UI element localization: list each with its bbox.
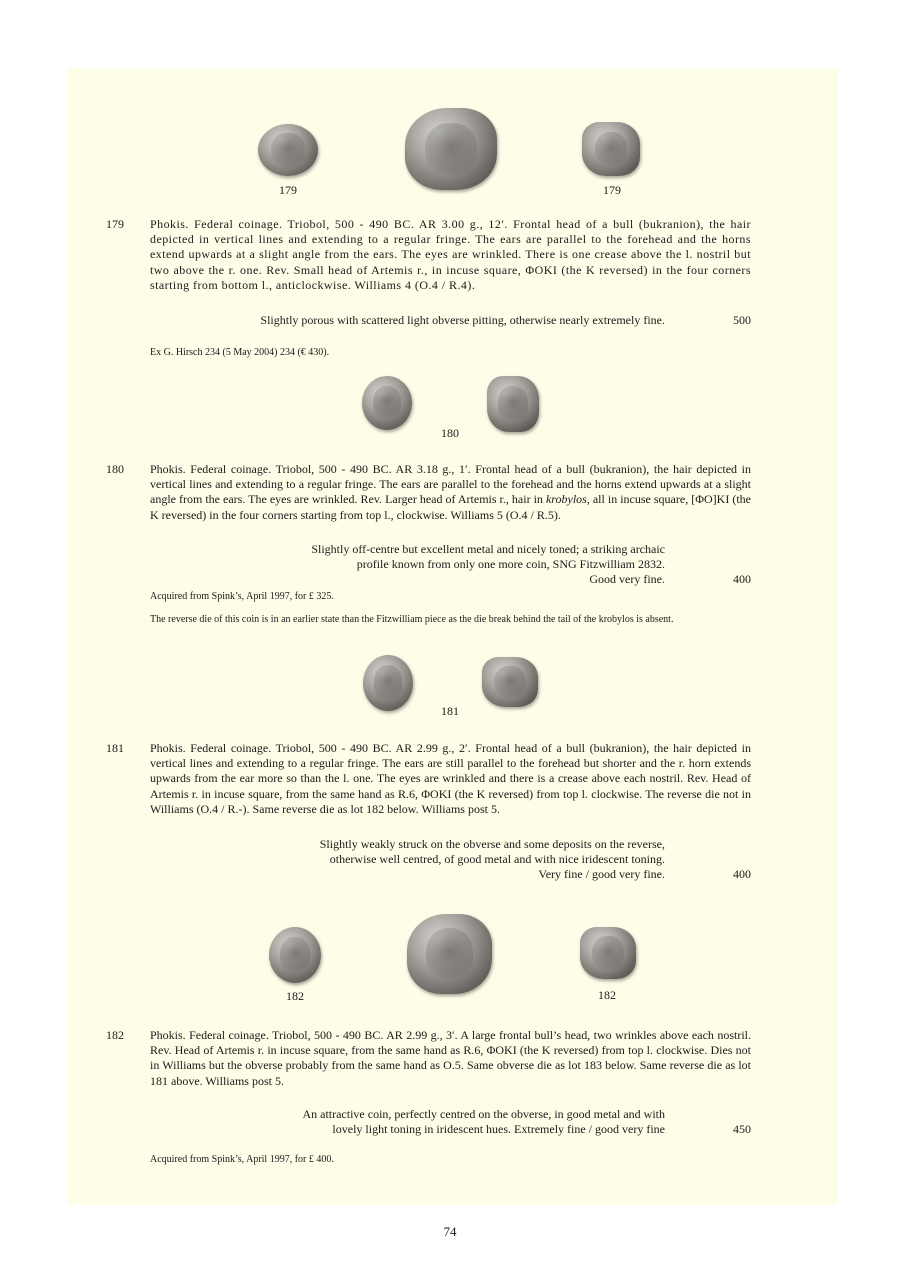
lot-180-condition — [165, 542, 665, 588]
lot-180-condition-line-3: Good very fine. — [589, 572, 665, 587]
coin-181-label: 181 — [441, 704, 459, 718]
coin-182-obverse-label: 182 — [286, 989, 304, 1003]
lot-182-condition-line-2: lovely light toning in iridescent hues. Extremely fine / good very fine — [332, 1122, 665, 1137]
coin-180-obverse-image — [362, 376, 412, 430]
page-number: 74 — [443, 1224, 457, 1239]
lot-179-estimate: 500 — [733, 313, 751, 327]
coin-179-reverse-image — [582, 122, 640, 176]
lot-181-condition — [165, 837, 665, 883]
lot-181-condition-line-2: otherwise well centred, of good metal and with nice iridescent toning. — [329, 852, 665, 867]
lot-181-estimate: 400 — [733, 867, 751, 881]
coin-182-reverse-label: 182 — [598, 988, 616, 1002]
lot-179-description: Phokis. Federal coinage. Triobol, 500 - 490 BC. AR 3.00 g., 12′. Frontal head of a bull (bukranion), the hair depicted in vertical lines and extending to a regular fringe. The ears are parallel to the forehead and the horns extend upwards at a slight angle from the ears. The eyes are wrinkled. There is one crease above the l. nostril but two above the r. one. Rev. Small head of Artemis r., in incuse square, ΦOKI (the K reversed) in the four corners starting from bottom l., anticlockwise. Williams 4 (O.4 / R.4). — [150, 217, 751, 292]
lot-180-description-italic: krobylos — [545, 492, 587, 507]
coin-182-obverse-image — [269, 927, 321, 983]
coin-181-obverse-image — [363, 655, 413, 711]
lot-182-number: 182 — [106, 1028, 124, 1042]
coin-179-reverse-label: 179 — [603, 183, 621, 197]
lot-181-number: 181 — [106, 741, 124, 755]
lot-179-condition-line: Slightly porous with scattered light obverse pitting, otherwise nearly extremely fine. — [260, 313, 665, 327]
lot-182-description: Phokis. Federal coinage. Triobol, 500 - 490 BC. AR 2.99 g., 3′. A large frontal bull’s head, two wrinkles above each nostril. Rev. Head of Artemis r. in incuse square, from the same hand as R.6, ΦOKI (the K reversed) from top l. clockwise. Dies not in Williams but the obverse probably from the same hand as O.5. Same obverse die as lot 183 below. Same reverse die as lot 181 above. Williams post 5. — [150, 1028, 751, 1088]
lot-179-provenance: Ex G. Hirsch 234 (5 May 2004) 234 (€ 430). — [150, 347, 330, 358]
coin-180-reverse-image — [487, 376, 539, 432]
lot-181-condition-line-3: Very fine / good very fine. — [538, 867, 665, 882]
lot-182-provenance: Acquired from Spink’s, April 1997, for £ 400. — [150, 1154, 334, 1165]
lot-181-condition-line-1: Slightly weakly struck on the obverse and some deposits on the reverse, — [319, 837, 665, 851]
lot-180-description-text-1: Phokis. Federal coinage. Triobol, 500 - 490 BC. AR 3.18 g., 1′. Frontal head of a bull (bukranion), the hair depicted in vertical lines and extending to a regular fringe. The ears are parallel to the forehead and the horns extend upwards at a slight angle from the ears. The eyes are wrinkled. Rev. Larger head of Artemis r., hair in — [150, 462, 751, 507]
lot-180-estimate: 400 — [733, 572, 751, 586]
lot-180-description — [150, 462, 751, 523]
coin-179-enlargement-image — [405, 108, 497, 190]
coin-179-obverse-label: 179 — [279, 183, 297, 197]
coin-182-enlargement-image — [407, 914, 492, 994]
coin-179-obverse-image — [258, 124, 318, 176]
lot-182-condition-line-1: An attractive coin, perfectly centred on the obverse, in good metal and with — [302, 1107, 665, 1121]
lot-182-estimate: 450 — [733, 1122, 751, 1136]
lot-180-number: 180 — [106, 462, 124, 476]
lot-179-condition — [165, 313, 665, 328]
lot-181-description: Phokis. Federal coinage. Triobol, 500 - 490 BC. AR 2.99 g., 2′. Frontal head of a bull (bukranion), the hair depicted in vertical lines and extending to a regular fringe. The ears are still parallel to the forehead but shorter and the r. horn extends upwards from the ear more so than the l. one. The eyes are wrinkled and there is a crease above each nostril. Rev. Head of Artemis r. in incuse square, from the same hand as R.6, ΦOKI (the K reversed) from top l. clockwise. The reverse die not in Williams (O.4 / R.-). Same reverse die as lot 182 below. Williams post 5. — [150, 741, 751, 816]
coin-180-label: 180 — [441, 426, 459, 440]
coin-182-reverse-image — [580, 927, 636, 979]
lot-180-condition-line-2: profile known from only one more coin, SNG Fitzwilliam 2832. — [356, 557, 665, 572]
lot-179-number: 179 — [106, 217, 124, 231]
lot-180-condition-line-1: Slightly off-centre but excellent metal and nicely toned; a striking archaic — [311, 542, 665, 556]
lot-180-provenance: Acquired from Spink’s, April 1997, for £ 325. — [150, 591, 334, 602]
lot-180-description-text-2: , all in incuse square, [ΦO]KI (the K reversed) in the four corners starting from top l., clockwise. Williams 5 (O.4 / R.5). — [150, 492, 751, 522]
lot-180-footnote: The reverse die of this coin is in an earlier state than the Fitzwilliam piece as the die break behind the tail of the krobylos is absent. — [150, 614, 674, 625]
lot-182-condition — [165, 1107, 665, 1137]
coin-181-reverse-image — [482, 657, 538, 707]
